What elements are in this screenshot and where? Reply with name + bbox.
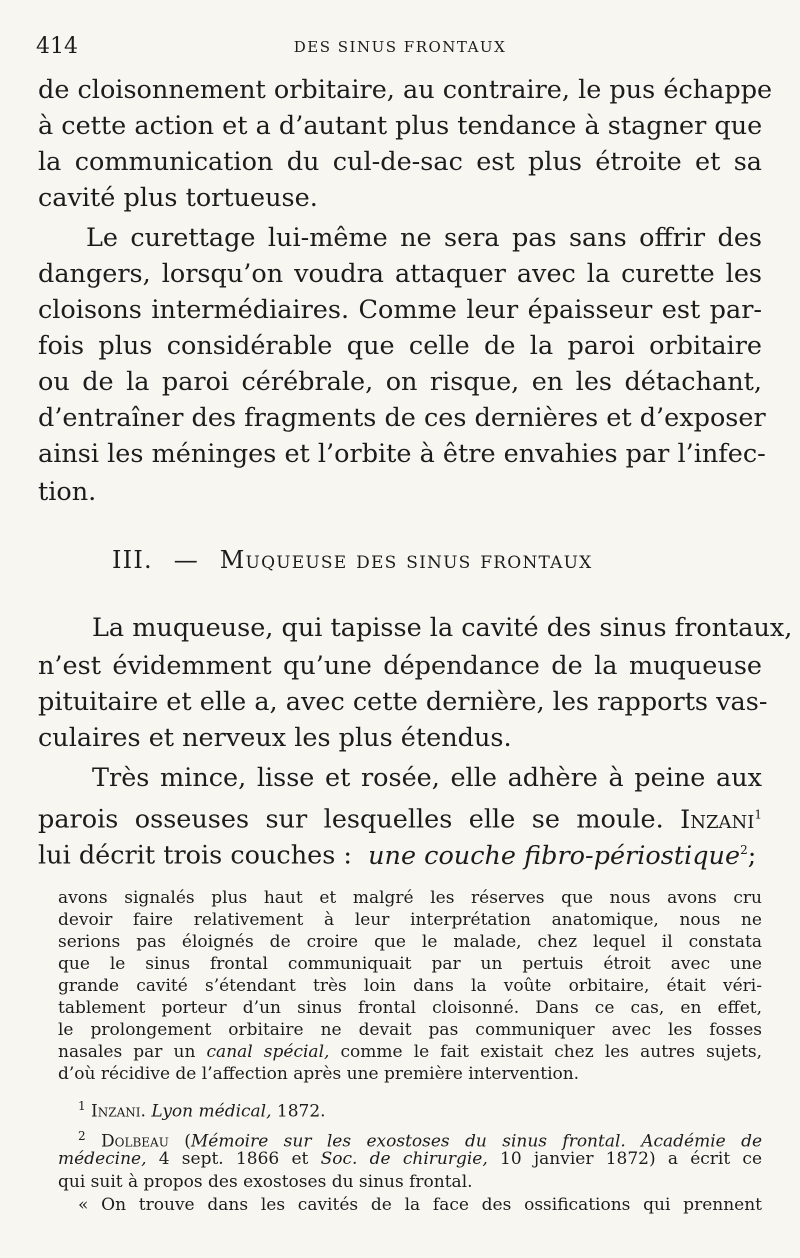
section-number: III. [112, 546, 153, 574]
footnote-italic: canal spécial, [206, 1042, 330, 1062]
running-title: DES SINUS FRONTAUX [293, 38, 507, 56]
footnote-ref: 1 [754, 807, 762, 821]
body-line: ou de la paroi cérébrale, on risque, en les détachant, [38, 367, 762, 397]
footnote-italic: Mémoire sur les exostoses du sinus frontal. Académie de [190, 1131, 763, 1152]
footnote-line [58, 1042, 762, 1063]
footnote-author: Dolbeau [101, 1131, 169, 1152]
footnote-year: 1872. [276, 1101, 326, 1122]
footnote-text: 4 sept. 1866 et [158, 1149, 309, 1169]
footnote-author: Inzani [91, 1101, 141, 1122]
line-text: parois osseuses sur lesquelles elle se moule. [38, 804, 664, 835]
body-line: la communication du cul-de-sac est plus étroite et sa [38, 147, 762, 177]
footnote-journal: Lyon médical, [151, 1101, 272, 1122]
body-line [38, 832, 762, 874]
footnote-line: que le sinus frontal communiquait par un pertuis étroit avec une [58, 954, 762, 974]
footnote-line: serions pas éloignés de croire que le malade, chez lequel il constata [58, 932, 762, 952]
footnote-2-line-4: « On trouve dans les cavités de la face des ossifications qui prennent [78, 1195, 762, 1215]
footnote-ref: 2 [740, 843, 748, 857]
line-text: lui décrit trois couches : [38, 840, 353, 871]
body-line: fois plus considérable que celle de la paroi orbitaire [38, 331, 762, 361]
footnote-line: d’où récidive de l’affection après une première intervention. [58, 1064, 580, 1084]
body-line: ainsi les méninges et l’orbite à être envahies par l’infec- [38, 439, 766, 469]
body-line: d’entraîner des fragments de ces dernières et d’exposer [38, 403, 766, 433]
page-number: 414 [36, 34, 78, 59]
footnote-line: grande cavité s’étendant très loin dans la voûte orbitaire, était véri- [58, 976, 762, 996]
footnote-line: devoir faire relativement à leur interprétation anatomique, nous ne [58, 910, 762, 930]
footnote-line: tablement porteur d’un sinus frontal cloisonné. Dans ce cas, en effet, [58, 998, 762, 1018]
footnote-italic: médecine, [58, 1149, 147, 1169]
page-header [36, 34, 764, 58]
footnote-marker: 2 [78, 1129, 86, 1143]
body-line: cloisons intermédiaires. Comme leur épaisseur est par- [38, 295, 762, 325]
footnote-text: ( [184, 1131, 191, 1152]
footnote-2-line-2 [58, 1149, 762, 1170]
italic-phrase: une couche fibro-périostique [368, 840, 741, 871]
footnote-text: nasales par un [58, 1042, 196, 1062]
section-heading [112, 546, 592, 574]
footnote-line: le prolongement orbitaire ne devait pas communiquer avec les fosses [58, 1020, 762, 1040]
body-line: de cloisonnement orbitaire, au contraire, le pus échappe [38, 75, 773, 105]
body-line: Très mince, lisse et rosée, elle adhère à peine aux [92, 763, 762, 793]
footnote-italic: Soc. de chirurgie, [320, 1149, 488, 1169]
body-line: tion. [38, 477, 97, 507]
body-line: dangers, lorsqu’on voudra attaquer avec la curette les [38, 259, 762, 289]
footnote-text: . [140, 1101, 146, 1122]
footnote-1 [78, 1096, 762, 1123]
footnote-text: 10 janvier 1872) a écrit ce [500, 1149, 763, 1169]
body-line: à cette action et a d’autant plus tendance à stagner que [38, 111, 763, 141]
body-line: La muqueuse, qui tapisse la cavité des sinus frontaux, [92, 613, 793, 643]
body-line: Le curettage lui-même ne sera pas sans offrir des [86, 223, 762, 253]
line-tail: ; [747, 840, 757, 871]
footnote-2-line-3: qui suit à propos des exostoses du sinus frontal. [58, 1172, 473, 1192]
footnote-line: avons signalés plus haut et malgré les réserves que nous avons cru [58, 888, 762, 908]
author-name: Inzani [680, 804, 755, 835]
section-title: Muqueuse des sinus frontaux [219, 546, 593, 574]
body-line: culaires et nerveux les plus étendus. [38, 723, 512, 753]
footnote-marker: 1 [78, 1099, 86, 1113]
body-line: cavité plus tortueuse. [38, 183, 318, 213]
body-line: n’est évidemment qu’une dépendance de la muqueuse [38, 651, 762, 681]
body-line: pituitaire et elle a, avec cette dernière, les rapports vas- [38, 687, 768, 717]
section-dash: — [173, 546, 199, 574]
footnote-text: comme le fait existait chez les autres sujets, [340, 1042, 763, 1062]
